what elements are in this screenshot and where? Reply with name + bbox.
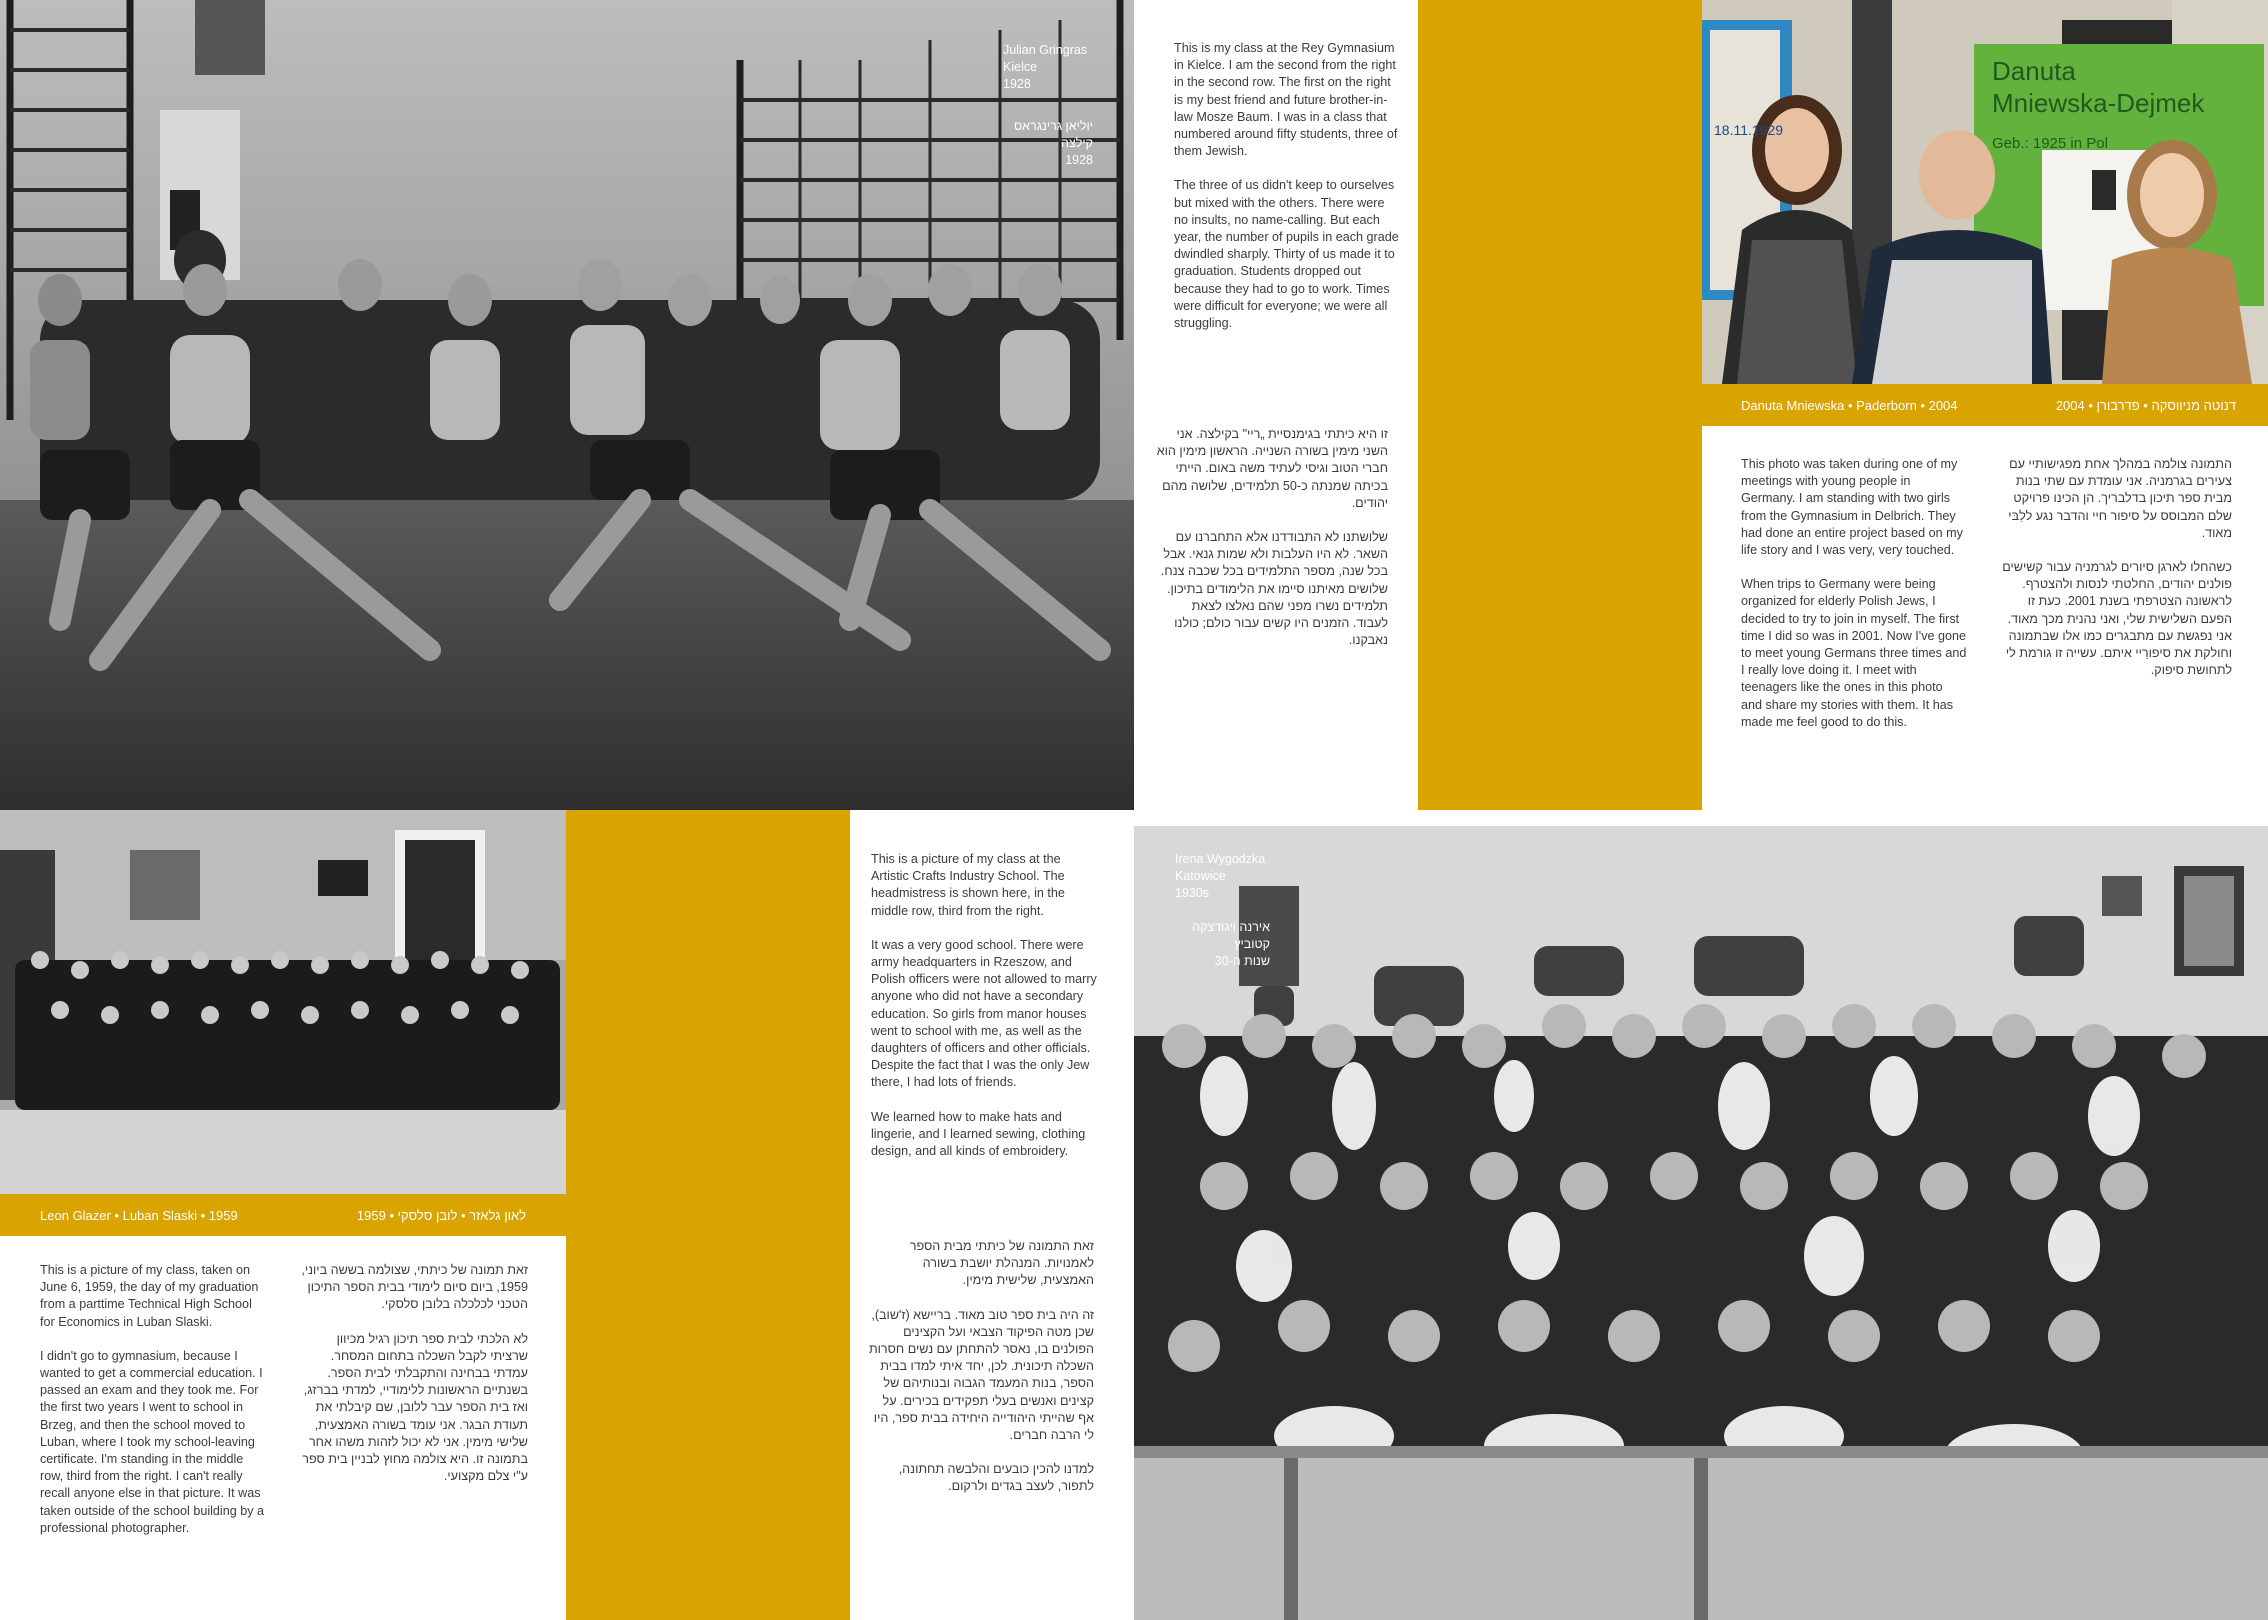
spread1-en-para-1: This is my class at the Rey Gymnasium in Kielce. I am the second from the right in the second row. The first on the right is my best friend and future brother-in-law Mosze Baum. I was in a class that numbered around fifty students, three of them Jewish. bbox=[1174, 41, 1398, 159]
spread1-text-he bbox=[1156, 426, 1388, 666]
gym-photo-caption-he bbox=[983, 118, 1093, 169]
danuta-bar-right: דנוטה מניווסקה • פדרבורן • 2004 bbox=[2055, 398, 2236, 413]
danuta-caption-bar bbox=[1702, 384, 2268, 426]
spread1-he-para-2: שלושתנו לא התבודדנו אלא התחברנו עם השאר. לא היו העלבות ולא שמות גנאי. אבל בכל שנה, מספר התלמידים בכל שכבה צנח. שלושים מאיתנו סיימו את הלימודים בתיכון. תלמידים נשרו מפני שהם נאלצו לצאת לעבוד. הזמנים היו קשים עבור כולם; כולנו נאבקנו. bbox=[1160, 530, 1388, 648]
spread4-en-para-3: We learned how to make hats and lingerie, and I learned sewing, clothing design, and all kinds of embroidery. bbox=[871, 1109, 1086, 1159]
gold-column-bottom bbox=[566, 810, 850, 1620]
gym-photo-caption-he-text: יוליאן גרינגראס קילצה 1928 bbox=[1013, 119, 1093, 167]
spread3-en-para-1: This is a picture of my class, taken on June 6, 1959, the day of my graduation from a parttime Technical High School for Economics in Luban Slaski. bbox=[40, 1263, 259, 1329]
poster-date: 18.11.1929 bbox=[1714, 122, 1784, 138]
luban-bar-left: Leon Glazer • Luban Slaski • 1959 bbox=[40, 1208, 238, 1223]
gym-photo-caption-en-text: Julian Gringras Kielce 1928 bbox=[1003, 43, 1088, 91]
sewing-class-photo bbox=[1134, 826, 2268, 1620]
spread4-text-he bbox=[866, 1238, 1094, 1513]
sewing-photo-caption-en bbox=[1175, 851, 1295, 902]
spread1-en-para-2: The three of us didn't keep to ourselves but mixed with the others. There were no insults, no name-calling. But each year, the number of pupils in each grade dwindled sharply. Thirty of us made it to graduation. Students dropped out because they had to go to work. Times were difficult for everyone; we were all struggling. bbox=[1174, 178, 1399, 331]
spread2-text-he bbox=[2000, 456, 2232, 696]
spread4-he-para-3: למדנו להכין כובעים והלבשה תחתונה, לתפור, לעצב בגדים ולרקום. bbox=[898, 1462, 1094, 1494]
danuta-photo bbox=[1702, 0, 2268, 384]
poster-name-line: Danuta bbox=[1992, 56, 2076, 86]
spread2-en-para-2: When trips to Germany were being organized for elderly Polish Jews, I decided to try to join in myself. The first time I did so was in 2001. Now I've gone to meet young Germans three times and I really love doing it. I meet with teenagers like the ones in this photo and share my stories with them. It has made me feel good to do this. bbox=[1741, 577, 1967, 729]
spread2-he-para-2: כשהחלו לארגן סיורים לגרמניה עבור קשישים פולנים יהודים, החלטתי לנסות ולהצטרף. לראשונה הצטרפתי בשנת 2001. כעת זו הפעם השלישית שלי, ואני נהנית מכך מאוד. אני נפגשת עם מתבגרים כמו אלו שבתמונה וחולקת את סיפורַיי איתם. עשייה זו גורמת לי לתחושת סיפוק. bbox=[2002, 560, 2232, 678]
gym-photo-caption-en bbox=[1003, 42, 1123, 93]
spread2-he-para-1: התמונה צולמה במהלך אחת מפגישותיי עם צעירים בגרמניה. אני עומדת עם שתי בנות מבית ספר תיכון בדלבריך. הן הכינו פרויקט שלם המבוסס על סיפור חיי והדבר נגע ללִבּי מאוד. bbox=[2008, 457, 2232, 540]
luban-class-photo bbox=[0, 810, 566, 1194]
spread4-en-para-1: This is a picture of my class at the Artistic Crafts Industry School. The headmistress is shown here, in the middle row, third from the right. bbox=[871, 852, 1065, 918]
spread1-text-en bbox=[1174, 40, 1400, 349]
poster-name-line: Mniewska-Dejmek bbox=[1992, 88, 2205, 118]
sewing-photo-caption-he bbox=[1150, 919, 1270, 970]
spread3-en-para-2: I didn't go to gymnasium, because I wanted to get a commercial education. I passed an exam and they took me. For the first two years I went to school in Brzeg, and then the school moved to Luban, where I took my school-leaving certificate. I'm standing in the middle row, third from the right. I can't really recall anyone else in that picture. It was taken outside of the school building by a professional photographer. bbox=[40, 1348, 265, 1535]
spread4-he-para-2: זה היה בית ספר טוב מאוד. בריישא (ז'שוב), שכן מטה הפיקוד הצבאי ועל הקצינים הפולנים בו, נאסר להתחתן עם נשים חסרות השכלה תיכונית. לכן, יחד איתי למדו בבית הספר, בנות המעמד הגבוה ובנותיהם של קצינים ואנשים בעלי תפקידים בכירים. על אף שהייתי היהודייה היחידה בבית ספר, היו לי הרבה חברים. bbox=[868, 1307, 1094, 1443]
spread4-en-para-2: It was a very good school. There were army headquarters in Rzeszow, and Polish officers were not allowed to marry anyone who did not have a secondary education. So girls from manor houses went to school with me, as well as the daughters of officers and other officials. Despite the fact that I was the only Jew there, I had lots of friends. bbox=[871, 937, 1097, 1090]
spread3-he-para-1: זאת תמונה של כיתתי, שצולמה בששה ביוני, 1959, ביום סיום לימודי בבית הספר התיכון הטכני לכלכלה בלובן סלסקי. bbox=[301, 1263, 528, 1312]
spread4-text-en bbox=[871, 851, 1097, 1177]
sewing-photo-caption-he-text: אירנה ויגודצקה קטוביץ שנות ה-30 bbox=[1192, 920, 1270, 968]
spread3-text-en bbox=[40, 1262, 266, 1554]
spread2-text-en bbox=[1741, 456, 1967, 748]
spread3-text-he bbox=[296, 1262, 528, 1502]
spread4-he-para-1: זאת התמונה של כיתתי מבית הספר לאמנויות. המנהלת יושבת בשורה האמצעית, שלישית מימין. bbox=[909, 1239, 1094, 1288]
gym-class-photo bbox=[0, 0, 1134, 810]
spread3-he-para-2: לא הלכתי לבית ספר תיכון רגיל מכיוון שרציתי לקבל השכלה בתחום המסחר. עמדתי בבחינה והתקבלתי לבית הספר. בשנתיים הראשונות ללימודיי, למדתי בברזג, ואז בית הספר עבר ללובן, שם קיבלתי את תעודת הבגר. אני עומד בשורה האמצעית, שלישי מימין. אני לא יכול לזהות משהו אחר בתמונה זו. היא צולמה מחוץ לבניין בית ספר ע"י צלם מקצועי. bbox=[302, 1331, 528, 1484]
poster-born: Geb.: 1925 in Pol bbox=[1992, 135, 2108, 152]
spread1-he-para-1: זו היא כיתתי בגימנסיית „ריי" בקילצה. אני השני מימין בשורה השנייה. הראשון מימין הוא חברי הטוב וגיסי לעתיד משה באום. הייתי בכיתה שמנתה כ-50 תלמידים, שלושה מהם יהודים. bbox=[1156, 427, 1388, 510]
danuta-bar-left: Danuta Mniewska • Paderborn • 2004 bbox=[1741, 398, 1958, 413]
spread2-en-para-1: This photo was taken during one of my meetings with young people in Germany. I am standing with two girls from the Gymnasium in Delbrich. They had done an entire project based on my life story and I was very, very touched. bbox=[1741, 457, 1963, 558]
sewing-photo-caption-en-text: Irena Wygodzka Katowice 1930s bbox=[1175, 852, 1266, 900]
luban-caption-bar bbox=[0, 1194, 566, 1236]
gold-column-top bbox=[1418, 0, 1702, 810]
luban-bar-right: לאון גלאזר • לובן סלסקי • 1959 bbox=[356, 1208, 526, 1223]
